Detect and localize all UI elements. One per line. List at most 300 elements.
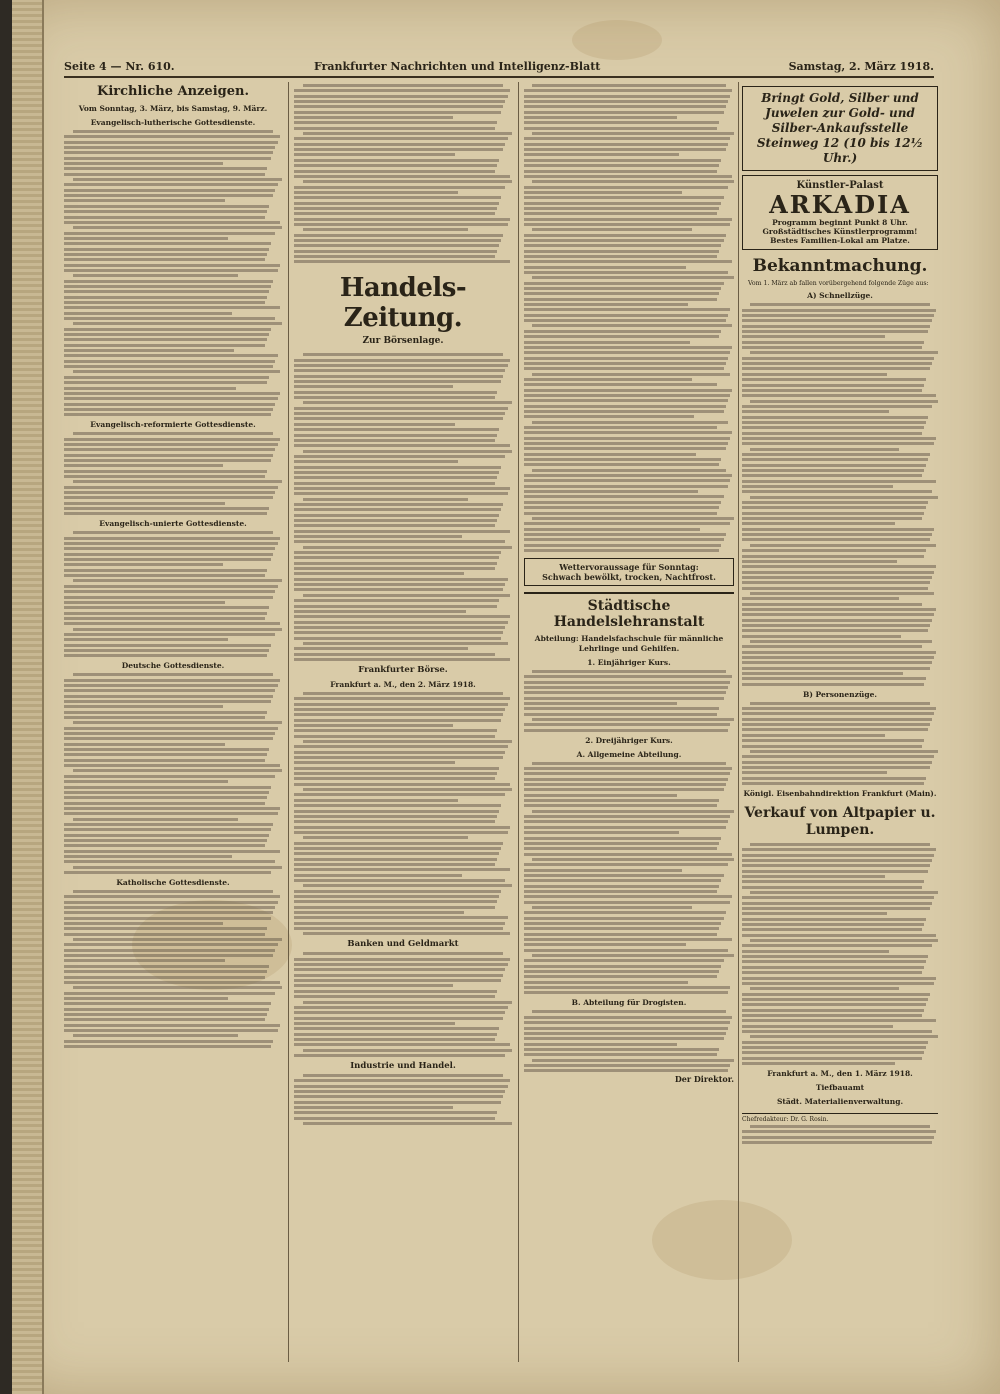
industrie-title: Industrie und Handel.	[350, 1060, 456, 1071]
text-line	[742, 624, 930, 627]
article-text	[294, 353, 512, 661]
text-line	[64, 807, 280, 810]
church-listing	[64, 432, 282, 515]
column-rule	[738, 82, 739, 1362]
text-line	[524, 351, 730, 354]
text-line	[524, 506, 719, 509]
text-line	[532, 954, 734, 957]
text-line	[73, 938, 282, 941]
text-line	[742, 707, 936, 710]
text-line	[742, 918, 926, 921]
text-line	[294, 637, 501, 640]
text-line	[64, 496, 273, 499]
text-line	[64, 780, 228, 783]
text-line	[524, 159, 721, 162]
text-line	[524, 490, 698, 493]
text-line	[294, 745, 508, 748]
text-line	[294, 159, 499, 162]
text-line	[294, 514, 499, 517]
bekanntmachung-intro: Vom 1. März ab fallen vorübergehend folgende Züge aus:	[748, 280, 929, 287]
text-line	[294, 535, 462, 538]
text-line	[64, 317, 275, 320]
text-line	[524, 170, 717, 173]
text-line	[742, 517, 922, 520]
text-line	[524, 303, 688, 306]
text-line	[64, 700, 271, 703]
text-line	[524, 1032, 726, 1035]
text-line	[742, 501, 928, 504]
text-line	[524, 842, 719, 845]
text-line	[742, 453, 930, 456]
text-line	[73, 721, 282, 724]
text-line	[64, 753, 267, 756]
text-line	[294, 434, 497, 437]
text-line	[294, 439, 495, 442]
text-line	[750, 750, 938, 753]
text-line	[73, 370, 280, 373]
text-line	[524, 100, 728, 103]
text-line	[303, 952, 504, 955]
text-line	[524, 1027, 728, 1030]
text-line	[742, 522, 895, 525]
text-line	[64, 839, 267, 842]
text-line	[742, 739, 924, 742]
text-line	[73, 178, 282, 181]
text-line	[532, 762, 725, 765]
arkadia-ad	[742, 175, 938, 250]
text-line	[294, 900, 497, 903]
text-line	[64, 786, 271, 789]
text-line	[294, 868, 510, 871]
text-line	[524, 533, 726, 536]
text-line	[742, 619, 932, 622]
text-line	[524, 479, 730, 482]
text-line	[294, 95, 508, 98]
text-line	[294, 922, 505, 925]
text-line	[294, 583, 505, 586]
text-line	[524, 544, 721, 547]
text-line	[294, 852, 499, 855]
text-line	[532, 906, 692, 909]
text-line	[524, 675, 732, 678]
text-line	[303, 450, 512, 453]
text-line	[524, 196, 724, 199]
page-header	[64, 58, 934, 78]
text-line	[742, 506, 926, 509]
text-line	[294, 519, 497, 522]
text-line	[294, 1043, 510, 1046]
weather-title: Wettervoraussage für Sonntag:	[559, 561, 699, 572]
text-line	[294, 772, 497, 775]
text-line	[73, 480, 282, 483]
text-line	[742, 410, 889, 413]
text-line	[294, 218, 510, 221]
text-line	[524, 153, 679, 156]
text-line	[294, 895, 499, 898]
text-line	[742, 394, 936, 397]
text-line	[524, 191, 682, 194]
text-line	[294, 466, 501, 469]
text-line	[64, 954, 273, 957]
text-line	[294, 968, 505, 971]
text-line	[64, 759, 265, 762]
text-line	[742, 683, 924, 686]
text-line	[524, 804, 717, 807]
text-line	[294, 530, 510, 533]
text-line	[524, 111, 724, 114]
text-line	[64, 743, 225, 746]
text-line	[294, 842, 503, 845]
text-line	[524, 927, 719, 930]
bekanntmachung-title: Bekanntmachung.	[752, 256, 928, 276]
text-line	[294, 799, 458, 802]
text-line	[294, 137, 508, 140]
column-commerce	[294, 82, 512, 1362]
text-line	[294, 1095, 503, 1098]
text-line	[750, 592, 934, 595]
arkadia-name: ARKADIA	[769, 190, 911, 219]
text-line	[64, 248, 269, 251]
text-line	[742, 864, 930, 867]
text-line	[742, 771, 887, 774]
text-line	[294, 562, 497, 565]
text-line	[64, 162, 223, 165]
verkauf-title: Verkauf von Altpapier u. Lumpen.	[744, 804, 936, 838]
text-line	[524, 282, 724, 285]
text-line	[64, 997, 228, 1000]
text-line	[524, 1021, 730, 1024]
text-line	[64, 296, 267, 299]
text-line	[64, 253, 267, 256]
text-line	[742, 528, 934, 531]
text-line	[524, 298, 717, 301]
text-line	[64, 574, 265, 577]
text-line	[294, 234, 503, 237]
text-line	[64, 475, 265, 478]
text-line	[524, 691, 726, 694]
text-line	[524, 986, 730, 989]
text-line	[750, 891, 938, 894]
text-line	[294, 396, 495, 399]
text-line	[294, 380, 501, 383]
text-line	[303, 1074, 504, 1077]
text-line	[742, 442, 934, 445]
text-line	[524, 922, 721, 925]
text-line	[64, 601, 225, 604]
text-line	[294, 524, 495, 527]
text-line	[294, 735, 495, 738]
text-line	[294, 116, 453, 119]
text-line	[524, 89, 732, 92]
text-line	[742, 576, 932, 579]
text-line	[294, 820, 495, 823]
text-line	[742, 960, 926, 963]
church-listing-continued	[294, 84, 512, 263]
text-line	[524, 212, 717, 215]
text-line	[524, 116, 677, 119]
text-line	[742, 309, 936, 312]
text-line	[524, 917, 724, 920]
text-line	[524, 239, 724, 242]
text-line	[532, 517, 734, 520]
text-line	[64, 976, 265, 979]
text-line	[524, 895, 732, 898]
text-line	[64, 906, 275, 909]
course-text	[524, 1010, 734, 1072]
text-line	[532, 718, 734, 721]
text-line	[64, 301, 265, 304]
text-line	[294, 369, 505, 372]
text-line	[303, 1049, 512, 1052]
text-line	[294, 605, 497, 608]
text-line	[750, 702, 930, 705]
text-line	[294, 874, 462, 877]
text-line	[303, 498, 469, 501]
gold-ad-text: Bringt Gold, Silber und Juwelen zur Gold- und Silber-Ankaufsstelle Steinweg 12 (10 bis 12½ Uhr.)	[756, 91, 924, 165]
text-line	[64, 596, 273, 599]
text-line	[64, 194, 273, 197]
text-line	[742, 469, 924, 472]
text-line	[742, 389, 922, 392]
text-line	[742, 362, 932, 365]
text-line	[750, 400, 938, 403]
church-listing	[64, 130, 282, 416]
text-line	[294, 196, 501, 199]
text-line	[742, 934, 936, 937]
text-line	[524, 965, 721, 968]
text-line	[294, 729, 497, 732]
church-listing	[64, 890, 282, 1048]
text-line	[524, 127, 717, 130]
text-line	[532, 373, 729, 376]
text-line	[742, 421, 926, 424]
text-line	[303, 642, 508, 645]
text-line	[524, 1064, 730, 1067]
text-line	[524, 549, 719, 552]
text-line	[742, 571, 934, 574]
text-line	[64, 486, 278, 489]
text-line	[64, 151, 273, 154]
text-line	[294, 121, 497, 124]
text-line	[524, 234, 726, 237]
text-line	[742, 875, 885, 878]
text-line	[742, 755, 934, 758]
text-line	[294, 974, 503, 977]
text-line	[742, 656, 934, 659]
text-line	[524, 1043, 677, 1046]
text-line	[294, 1038, 495, 1041]
text-line	[73, 130, 274, 133]
text-line	[294, 826, 510, 829]
text-line	[64, 612, 267, 615]
text-line	[64, 232, 275, 235]
column-rule	[288, 82, 289, 1362]
text-line	[294, 588, 503, 591]
text-line	[64, 638, 228, 641]
text-line	[294, 713, 503, 716]
church-listing	[64, 531, 282, 657]
newspaper-page	[12, 0, 1000, 1394]
imprint	[742, 1113, 938, 1144]
text-line	[524, 820, 728, 823]
text-line	[303, 932, 510, 935]
text-line	[524, 826, 726, 829]
text-line	[750, 1125, 930, 1128]
header-center: Frankfurter Nachrichten und Intelligenz-Blatt	[314, 60, 601, 73]
text-line	[294, 1101, 501, 1104]
text-line	[524, 778, 728, 781]
text-line	[64, 280, 273, 283]
imprint-text	[742, 1125, 938, 1144]
text-line	[742, 782, 924, 785]
text-line	[64, 633, 275, 636]
text-line	[64, 802, 265, 805]
text-line	[294, 127, 495, 130]
text-line	[64, 563, 223, 566]
text-line	[64, 146, 275, 149]
text-line	[524, 885, 719, 888]
text-line	[294, 492, 508, 495]
materialien: Städt. Materialienverwaltung.	[776, 1097, 904, 1106]
text-line	[532, 1059, 734, 1062]
text-line	[742, 357, 934, 360]
text-line	[294, 202, 499, 205]
text-line	[532, 324, 732, 327]
text-line	[303, 180, 512, 183]
text-line	[742, 635, 901, 638]
text-line	[750, 303, 930, 306]
weather-box	[524, 558, 734, 586]
text-line	[294, 207, 497, 210]
text-line	[294, 1106, 453, 1109]
text-line	[64, 590, 275, 593]
text-line	[742, 734, 885, 737]
text-line	[64, 796, 267, 799]
text-line	[64, 679, 280, 682]
column-notices	[742, 82, 938, 1362]
text-line	[532, 84, 725, 87]
text-line	[532, 1010, 725, 1013]
text-line	[742, 907, 930, 910]
text-line	[742, 378, 926, 381]
text-line	[64, 727, 278, 730]
text-line	[64, 553, 273, 556]
text-line	[532, 180, 734, 183]
text-line	[294, 556, 499, 559]
handels-subtitle: Zur Börsenlage.	[362, 336, 444, 347]
text-line	[294, 455, 505, 458]
eisenbahn-signature: Königl. Eisenbahndirektion Frankfurt (Main).	[743, 788, 937, 798]
text-line	[524, 879, 721, 882]
text-line	[303, 84, 504, 87]
text-line	[742, 325, 930, 328]
text-line	[294, 359, 510, 362]
text-line	[742, 549, 926, 552]
text-line	[524, 943, 686, 946]
text-line	[294, 756, 503, 759]
imprint-editor: Chefredakteur: Dr. G. Rosin.	[742, 1116, 829, 1123]
text-line	[64, 617, 265, 620]
text-line	[64, 381, 267, 384]
arkadia-lokal: Bestes Familien-Lokal am Platze.	[770, 236, 910, 245]
text-line	[64, 895, 280, 898]
text-line	[742, 998, 928, 1001]
text-line	[294, 482, 495, 485]
text-line	[64, 328, 271, 331]
text-line	[294, 626, 505, 629]
text-line	[750, 496, 938, 499]
text-line	[524, 783, 726, 786]
text-line	[742, 902, 932, 905]
text-line	[73, 579, 282, 582]
text-line	[524, 522, 730, 525]
text-line	[524, 148, 726, 151]
text-line	[294, 175, 510, 178]
text-line	[742, 777, 926, 780]
text-line	[294, 647, 468, 650]
text-line	[742, 335, 885, 338]
text-line	[524, 405, 726, 408]
text-line	[64, 392, 280, 395]
text-line	[742, 581, 930, 584]
text-line	[64, 917, 271, 920]
text-line	[64, 542, 278, 545]
text-line	[64, 622, 280, 625]
text-line	[294, 653, 495, 656]
text-line	[524, 707, 719, 710]
text-line	[64, 1045, 271, 1048]
text-line	[742, 426, 924, 429]
text-line	[532, 421, 727, 424]
text-line	[303, 401, 512, 404]
text-line	[524, 95, 730, 98]
text-line	[524, 314, 728, 317]
text-line	[64, 454, 273, 457]
text-line	[303, 1122, 512, 1125]
text-line	[64, 764, 280, 767]
text-line	[64, 684, 278, 687]
text-line	[294, 927, 503, 930]
text-line	[64, 221, 280, 224]
text-line	[524, 495, 724, 498]
text-line	[294, 958, 510, 961]
text-line	[294, 364, 508, 367]
text-line	[524, 362, 726, 365]
text-line	[64, 205, 269, 208]
text-line	[294, 621, 508, 624]
text-line	[294, 428, 499, 431]
text-line	[742, 966, 924, 969]
text-line	[524, 831, 679, 834]
text-line	[294, 567, 495, 570]
text-line	[524, 713, 717, 716]
text-line	[73, 769, 282, 772]
text-line	[64, 959, 225, 962]
text-line	[64, 210, 267, 213]
text-line	[524, 853, 732, 856]
text-line	[64, 970, 267, 973]
text-line	[532, 132, 734, 135]
text-line	[532, 276, 734, 279]
text-line	[294, 703, 508, 706]
text-line	[750, 843, 930, 846]
text-line	[303, 546, 512, 549]
text-line	[532, 228, 692, 231]
text-line	[524, 367, 724, 370]
text-line	[64, 850, 280, 853]
text-line	[294, 916, 508, 919]
text-line	[64, 507, 269, 510]
